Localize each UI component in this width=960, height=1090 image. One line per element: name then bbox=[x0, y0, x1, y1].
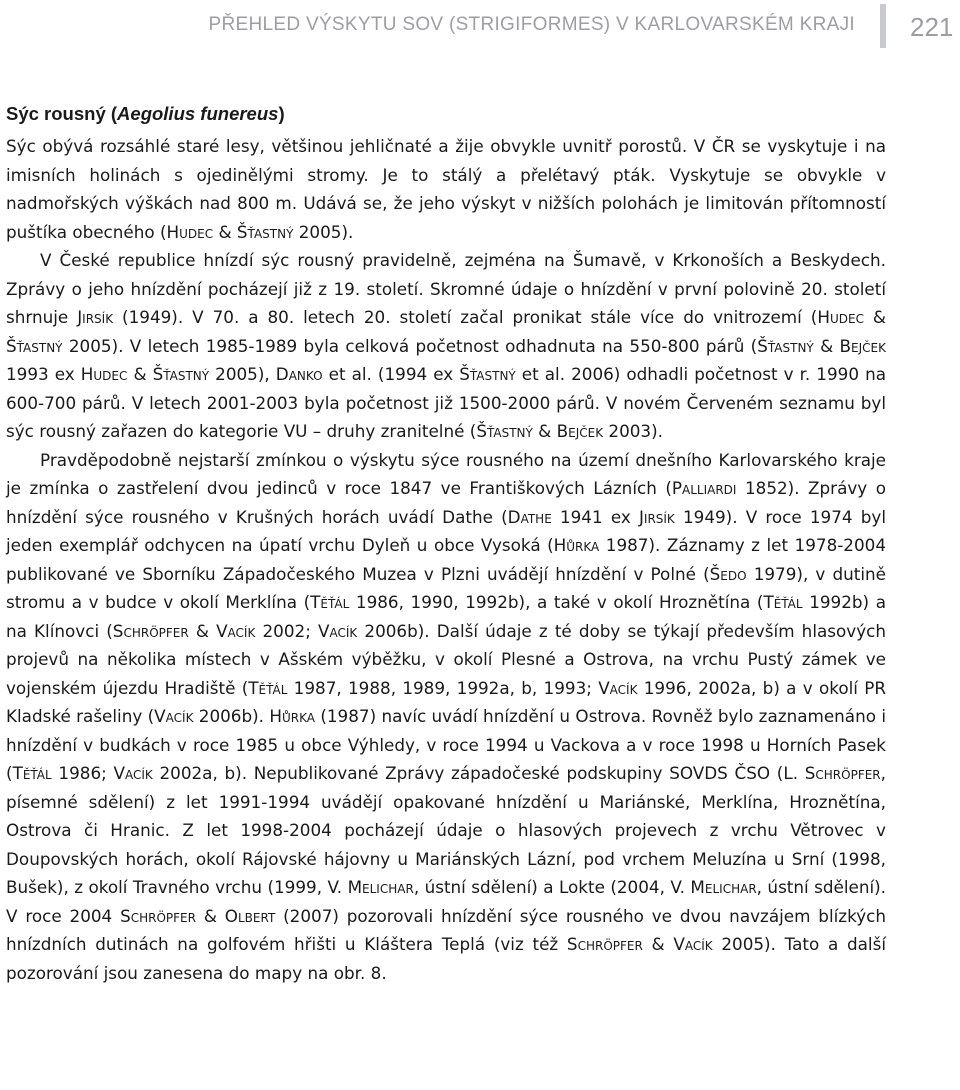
citation-author: Šťastný bbox=[476, 421, 533, 441]
page-number: 221 bbox=[910, 12, 954, 42]
text-run: & bbox=[813, 335, 840, 356]
citation-author: Šedo bbox=[709, 563, 747, 584]
citation-author: Těťál bbox=[248, 677, 288, 698]
text-run: et al. (1994 ex bbox=[322, 364, 460, 384]
citation-author: Těťál bbox=[12, 763, 52, 783]
text-run: Pravděpodobně nejstarší zmínkou o výskytu sýce rousného na území dnešního Karlovarského kraje je zmínka o zastřelení dvou jedinců v roce 1847 ve Františkových Lázních ( bbox=[6, 449, 886, 498]
text-run: 2005). V letech 1985-1989 byla celková početnost odhadnuta na 550-800 párů ( bbox=[62, 335, 758, 356]
text-run: & bbox=[863, 307, 887, 327]
text-run: 1979), v dutině stromu a v budce v okolí Merklína ( bbox=[6, 563, 886, 612]
text-run: 2003). bbox=[603, 421, 663, 441]
header-divider bbox=[880, 4, 886, 48]
text-run: 2006b). bbox=[193, 706, 270, 726]
text-run: 1852). Zprávy o hnízdění sýce rousného v Krušných horách uvádí Dathe ( bbox=[6, 478, 886, 527]
citation-author: Těťál bbox=[310, 592, 350, 612]
citation-author: Schröpfer bbox=[120, 905, 196, 926]
text-run: & bbox=[642, 934, 674, 954]
citation-author: Hudec bbox=[166, 221, 214, 242]
text-run: (1987) navíc uvádí hnízdění u Ostrova. Rovněž bylo zaznamenáno i hnízdění v budkách v roce 1985 u obce Výhledy, v roce 1994 u Vackova a v roce 1998 u Horních Pasek ( bbox=[6, 706, 886, 783]
citation-author: Jirsík bbox=[638, 506, 675, 527]
text-run: 2005). Tato a další pozorování jsou zanesena do mapy na obr. 8. bbox=[6, 934, 886, 983]
text-run: 2005), bbox=[209, 364, 276, 384]
section-title-latin: Aegolius funereus bbox=[117, 103, 279, 124]
citation-author: Šťastný bbox=[459, 364, 516, 384]
citation-author: Schröpfer bbox=[112, 620, 189, 641]
citation-author: Vacík bbox=[598, 677, 638, 698]
text-run: & bbox=[127, 364, 153, 384]
citation-author: Hůrka bbox=[269, 706, 315, 726]
paragraph-karlovy-vary-region bbox=[6, 446, 886, 988]
section-title-prefix: Sýc rousný ( bbox=[6, 103, 118, 124]
citation-author: Dathe bbox=[507, 506, 552, 527]
text-run: 1986, 1990, 1992b), a také v okolí Hroznětína ( bbox=[349, 592, 764, 612]
text-run: 1992b) a na Klínovci ( bbox=[6, 592, 886, 641]
text-run: (1949). V 70. a 80. letech 20. století začal pronikat stále více do vnitrozemí ( bbox=[113, 307, 818, 327]
text-run: 1993 ex bbox=[6, 364, 81, 384]
citation-author: Vacík bbox=[673, 934, 713, 954]
citation-author: Schröpfer bbox=[804, 763, 881, 783]
citation-author: Olbert bbox=[224, 905, 276, 926]
text-run: & bbox=[213, 221, 237, 242]
text-run: 1996, 2002a, b) a v okolí PR Kladské rašeliny ( bbox=[6, 677, 886, 726]
text-run: Sýc obývá rozsáhlé staré lesy, většinou jehličnaté a žije obvykle uvnitř porostů. V ČR se vyskytuje i na imisních holinách s ojedinělými stromy. Je to stálý a přelétavý pták. Vyskytuje se obvykle v nadmořských výškách nad 800 m. Udává se, že jeho výskyt v nižších polohách je limitován přítomností puštíka obecného ( bbox=[6, 136, 886, 242]
text-run: 1986; bbox=[51, 763, 114, 783]
citation-author: Schröpfer bbox=[566, 934, 643, 954]
citation-author: Vacík bbox=[317, 620, 358, 641]
paragraph-czech-distribution bbox=[6, 246, 886, 446]
citation-author: Hudec bbox=[80, 364, 128, 384]
citation-author: Těťál bbox=[763, 592, 803, 612]
citation-author: Palliardi bbox=[671, 478, 737, 498]
text-run: 2006b). Další údaje z té doby se týkají především hlasových projevů na několika místech v Ašském výběžku, v okolí Plesné a Ostrova, na vrchu Pustý zámek ve vojenském újezdu Hradiště ( bbox=[6, 620, 886, 698]
text-run: 1949). V roce 1974 byl jeden exemplář odchycen na úpatí vrchu Dyleň u obce Vysoká ( bbox=[6, 506, 886, 555]
paragraph-habitat bbox=[6, 132, 886, 246]
text-run: V České republice hnízdí sýc rousný pravidelně, zejména na Šumavě, v Krkonoších a Beskydech. Zprávy o jeho hnízdění pocházejí již z 19. století. Skromné údaje o hnízdění v první polovině 20. století shrnuje bbox=[6, 250, 886, 327]
citation-author: Jirsík bbox=[77, 307, 114, 327]
citation-author: Šťastný bbox=[757, 335, 814, 356]
citation-author: Šťastný bbox=[152, 364, 210, 384]
page-header bbox=[0, 0, 960, 52]
citation-author: Bejček bbox=[556, 421, 604, 441]
text-run: 2005). bbox=[293, 221, 354, 242]
text-run: , ústní sdělení) a Lokte (2004, V. bbox=[413, 877, 691, 897]
citation-author: Vacík bbox=[113, 763, 153, 783]
citation-author: Hudec bbox=[817, 307, 864, 327]
citation-author: Melichar bbox=[347, 877, 414, 897]
text-run: 1987). Záznamy z let 1978-2004 publikované ve Sborníku Západočeského Muzea v Plzni uvádějí hnízdění v Polné ( bbox=[6, 535, 887, 584]
text-run: & bbox=[532, 421, 557, 441]
text-run: , písemné sdělení) z let 1991-1994 uvádějí opakované hnízdění u Mariánské, Merklína, Hroznětína, Ostrova či Hranic. Z let 1998-2004 pocházejí údaje o hlasových projevech z vrchu Větrovec v Doupovských horách, okolí Rájovské hájovny u Mariánských Lázní, pod vrchem Meluzína u Srní (1998, Bušek), z okolí Travného vrchu (1999, V. bbox=[6, 763, 886, 897]
citation-author: Bejček bbox=[839, 335, 886, 356]
text-run: 2002a, b). Nepublikované Zprávy západočeské podskupiny SOVDS ČSO (L. bbox=[152, 763, 805, 783]
running-title: PŘEHLED VÝSKYTU SOV (STRIGIFORMES) V KARLOVARSKÉM KRAJI bbox=[208, 14, 855, 35]
text-run: 1941 ex bbox=[551, 506, 639, 527]
section-title bbox=[6, 100, 886, 128]
text-run: 1987, 1988, 1989, 1992a, b, 1993; bbox=[287, 677, 599, 698]
text-run: (2007) pozorovali hnízdění sýce rousného ve dvou navzájem blízkých hnízdních dutinách na golfovém hřišti u Kláštera Teplá (viz též bbox=[6, 905, 886, 954]
citation-author: Danko bbox=[275, 364, 323, 384]
citation-author: Vacík bbox=[216, 620, 256, 641]
citation-author: Melichar bbox=[690, 877, 757, 897]
citation-author: Šťastný bbox=[6, 335, 63, 356]
citation-author: Vacík bbox=[154, 706, 194, 726]
text-run: 2002; bbox=[255, 620, 318, 641]
citation-author: Šťastný bbox=[236, 221, 294, 242]
text-run: & bbox=[195, 905, 225, 926]
text-run: , ústní sdělení). V roce 2004 bbox=[6, 877, 887, 926]
text-run: et al. 2006) odhadli početnost v r. 1990 na 600-700 párů. V letech 2001-2003 byla početnost již 1500-2000 párů. V novém Červeném seznamu byl sýc rousný zařazen do kategorie VU – druhy zranitelné ( bbox=[6, 364, 886, 441]
citation-author: Hůrka bbox=[553, 535, 600, 555]
article-body bbox=[6, 100, 886, 987]
text-run: & bbox=[188, 620, 217, 641]
section-title-suffix: ) bbox=[278, 103, 285, 124]
